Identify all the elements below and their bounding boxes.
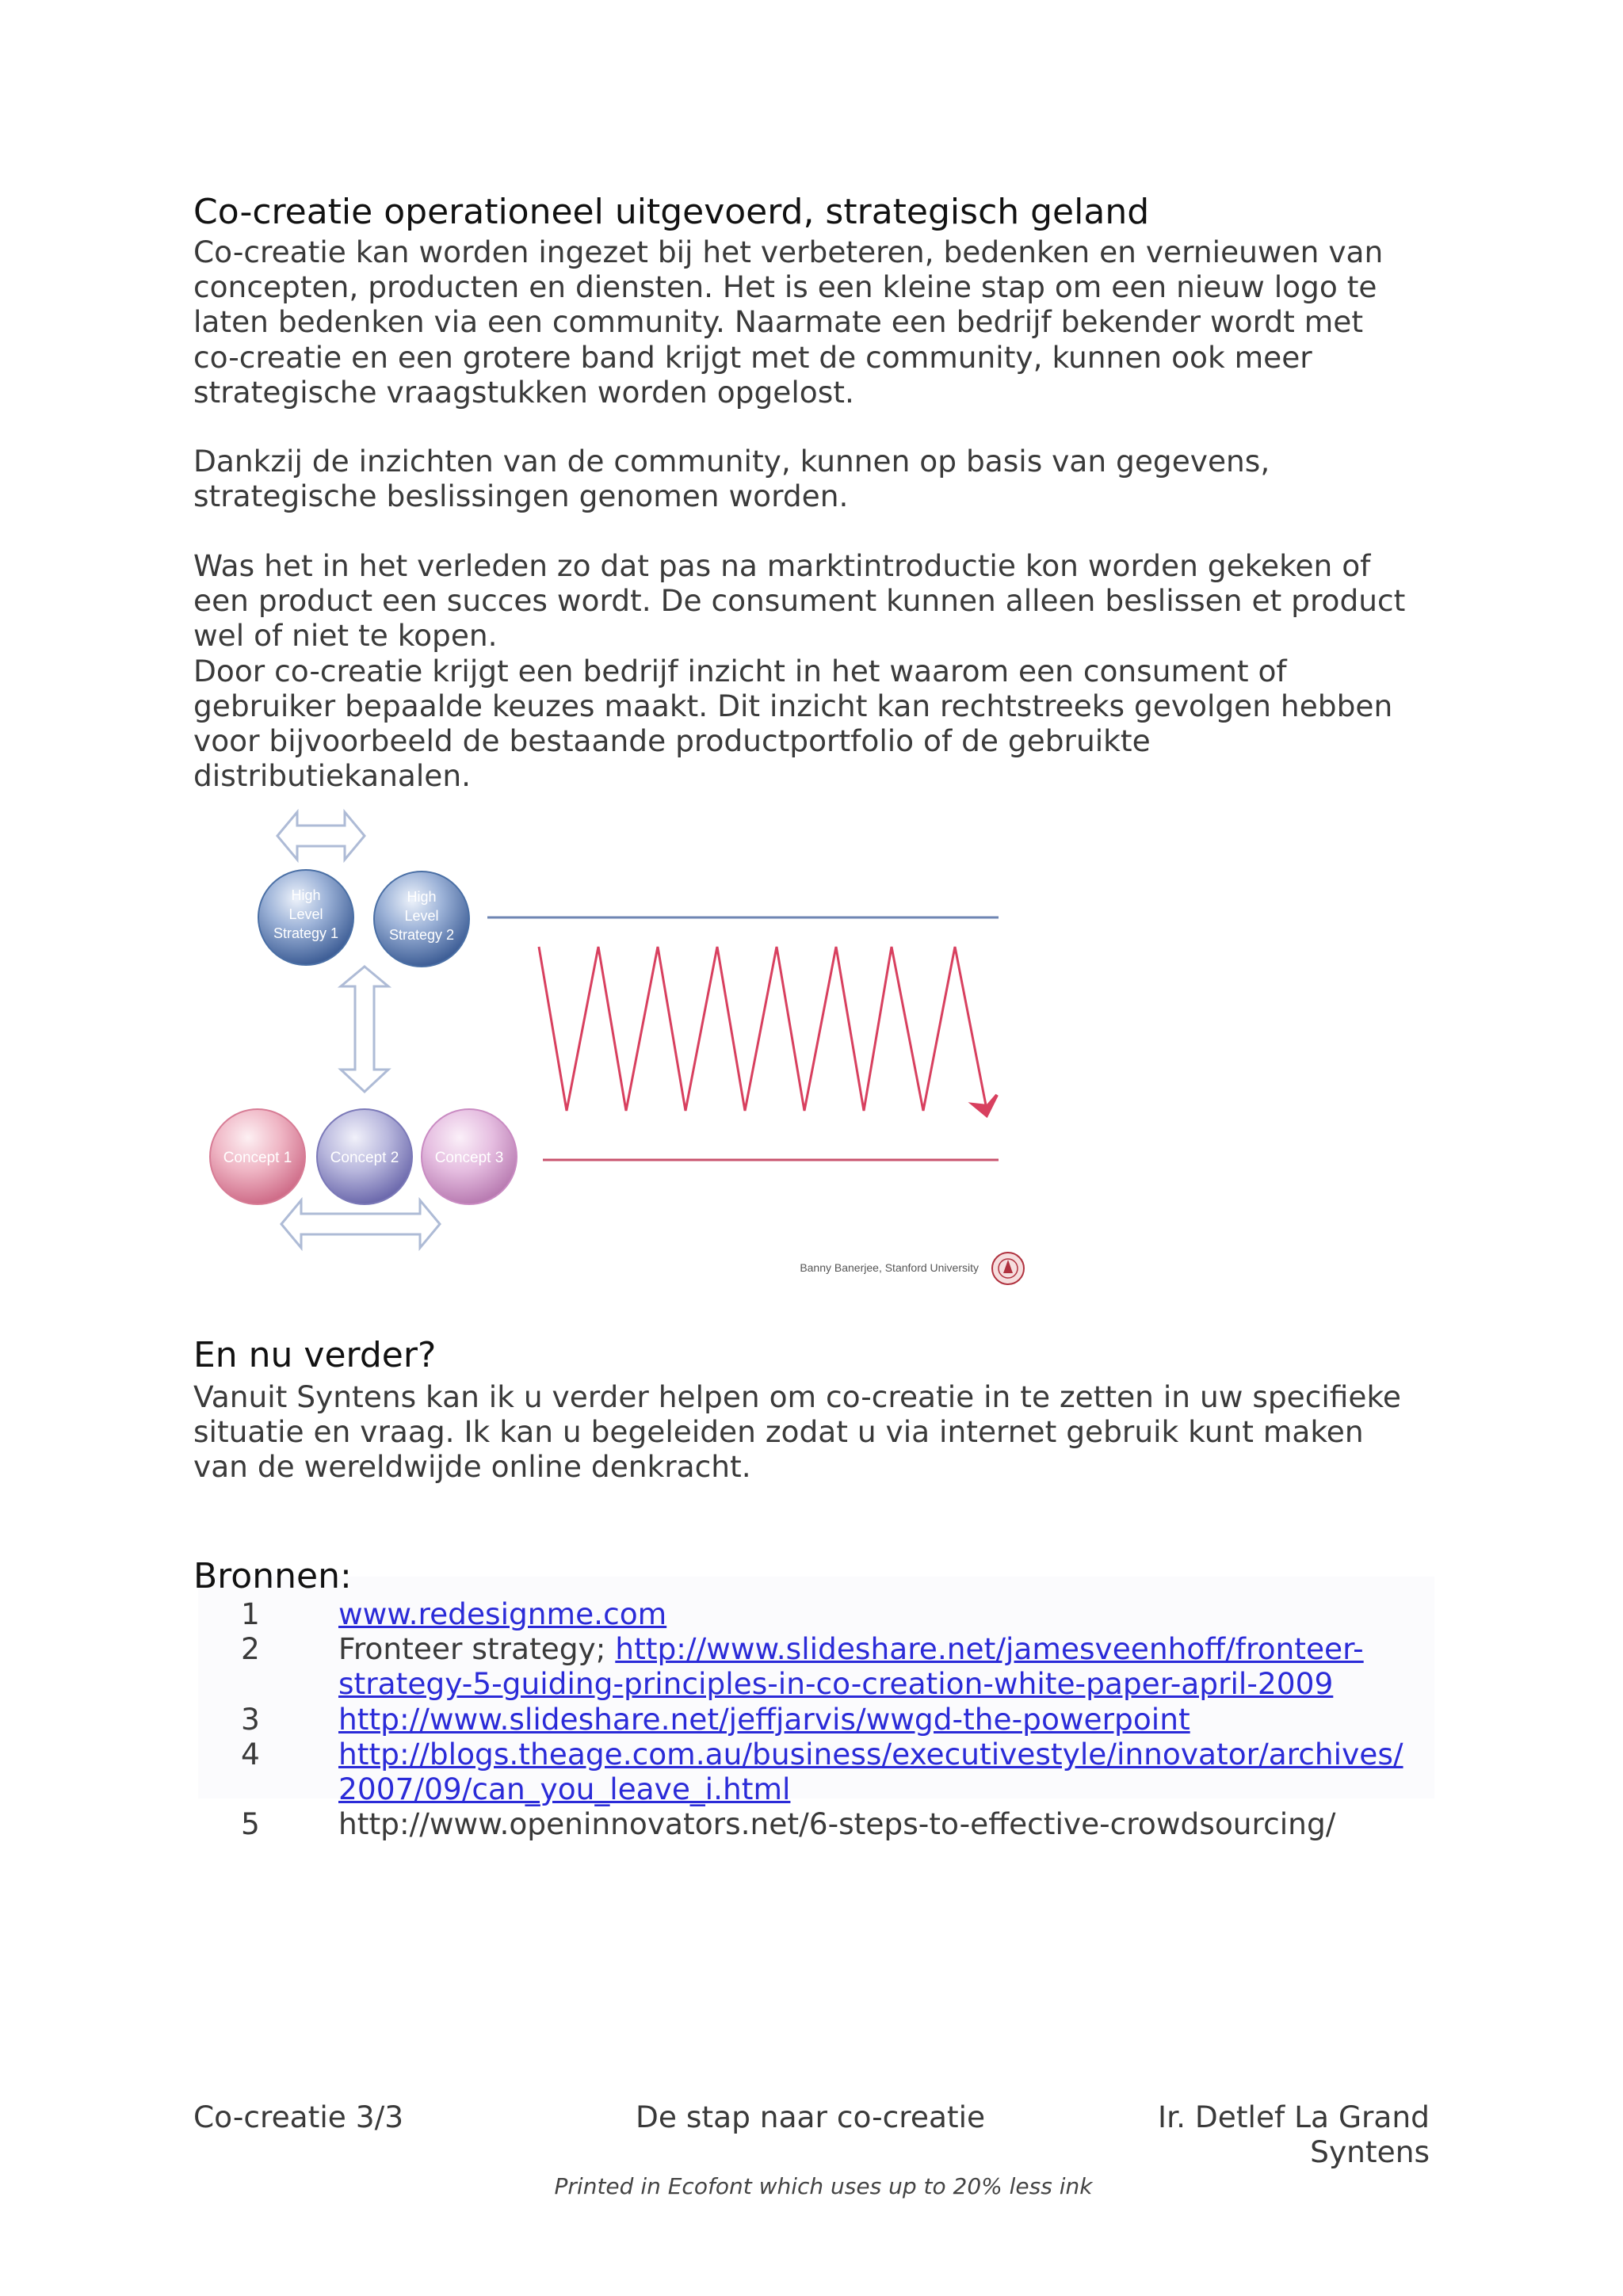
source-prefix: Fronteer strategy; — [338, 1631, 616, 1667]
text-line: co-creatie en een grotere band krijgt met de community, kunnen ook meer — [193, 339, 1312, 375]
strategy-1-sphere — [258, 870, 353, 965]
source-link-redesignme[interactable]: www.redesignme.com — [338, 1596, 667, 1631]
strategy-2-label: Strategy 2 — [388, 927, 455, 943]
text-line: concepten, producten en diensten. Het is een kleine stap om een nieuw logo te — [193, 269, 1377, 305]
source-item-1 — [193, 1596, 1461, 1631]
double-arrow-horizontal-bottom-icon — [281, 1200, 440, 1248]
strategy-1-label: Strategy 1 — [273, 925, 339, 941]
strategy-1-label: High — [291, 887, 321, 903]
paragraph-market — [193, 548, 1445, 793]
text-line: distributiekanalen. — [193, 758, 472, 794]
text-line: strategische beslissingen genomen worden. — [193, 479, 849, 514]
paragraph-insights — [193, 444, 1445, 513]
text-line: situatie en vraag. Ik kan u begeleiden zodat u via internet gebruik kunt maken — [193, 1414, 1364, 1450]
source-number: 3 — [241, 1701, 260, 1737]
sources-heading: Bronnen: — [193, 1556, 352, 1596]
source-link-fronteer-continued[interactable]: strategy-5-guiding-principles-in-co-creation-white-paper-april-2009 — [338, 1666, 1334, 1702]
source-text-openinnovators: http://www.openinnovators.net/6-steps-to-effective-crowdsourcing/ — [338, 1806, 1336, 1842]
sources-list — [193, 1596, 1461, 1841]
footer-print-note: Printed in Ecofont which uses up to 20% less ink — [554, 2173, 1093, 2199]
strategy-2-label: Level — [404, 908, 439, 924]
paragraph-intro — [193, 235, 1445, 410]
text-line: Door co-creatie krijgt een bedrijf inzicht in het waarom een consument of — [193, 653, 1287, 688]
source-link-jeffjarvis[interactable]: http://www.slideshare.net/jeffjarvis/wwgd-the-powerpoint — [338, 1701, 1190, 1737]
section-heading-cocreatie: Co-creatie operationeel uitgevoerd, strategisch geland — [193, 192, 1150, 232]
concept-2-sphere — [317, 1109, 412, 1204]
concept-3-label: Concept 3 — [434, 1150, 504, 1166]
text-line: van de wereldwijde online denkracht. — [193, 1449, 751, 1485]
source-number: 4 — [241, 1736, 260, 1772]
concept-1-sphere — [210, 1109, 305, 1204]
strategy-1-label: Level — [288, 906, 323, 922]
source-item-5 — [193, 1806, 1461, 1841]
text-line: wel of niet te kopen. — [193, 618, 498, 654]
source-number: 2 — [241, 1631, 260, 1667]
concept-3-sphere — [422, 1109, 517, 1204]
footer-author-name: Ir. Detlef La Grand — [1158, 2100, 1430, 2134]
source-number: 1 — [241, 1596, 260, 1631]
double-arrow-vertical-icon — [341, 967, 388, 1092]
strategy-concept-diagram — [198, 800, 1038, 1315]
source-item-2 — [193, 1631, 1461, 1701]
stanford-seal-icon — [992, 1253, 1024, 1284]
footer-author — [1158, 2100, 1430, 2169]
text-line: strategische vraagstukken worden opgelost. — [193, 374, 854, 410]
concept-2-label: Concept 2 — [330, 1150, 399, 1166]
source-item-3 — [193, 1702, 1461, 1737]
source-link-theage-continued[interactable]: 2007/09/can_you_leave_i.html — [338, 1772, 791, 1807]
text-line: gebruiker bepaalde keuzes maakt. Dit inzicht kan rechtstreeks gevolgen hebben — [193, 688, 1393, 723]
double-arrow-horizontal-top-icon — [277, 812, 365, 860]
text-line: Dankzij de inzichten van de community, kunnen op basis van gegevens, — [193, 444, 1270, 479]
source-link-fronteer[interactable]: http://www.slideshare.net/jamesveenhoff/fronteer- — [615, 1631, 1364, 1667]
text-line: Was het in het verleden zo dat pas na marktintroductie kon worden gekeken of — [193, 548, 1371, 583]
strategy-2-label: High — [407, 889, 437, 905]
text-line: voor bijvoorbeeld de bestaande productportfolio of de gebruikte — [193, 723, 1151, 759]
text-line: laten bedenken via een community. Naarmate een bedrijf bekender wordt met — [193, 304, 1364, 340]
paragraph-syntens — [193, 1379, 1445, 1485]
concept-1-label: Concept 1 — [223, 1150, 292, 1166]
footer-organization: Syntens — [1310, 2134, 1430, 2169]
text-line: een product een succes wordt. De consument kunnen alleen beslissen et product — [193, 583, 1406, 619]
text-line: Vanuit Syntens kan ik u verder helpen om co-creatie in te zetten in uw specifieke — [193, 1379, 1401, 1414]
iteration-zigzag-line — [539, 947, 987, 1111]
section-heading-verder: En nu verder? — [193, 1335, 437, 1375]
figure-credit: Banny Banerjee, Stanford University — [800, 1261, 979, 1274]
source-link-theage[interactable]: http://blogs.theage.com.au/business/executivestyle/innovator/archives/ — [338, 1736, 1403, 1772]
source-item-4 — [193, 1737, 1461, 1806]
footer-page-label: Co-creatie 3/3 — [193, 2100, 404, 2134]
text-line: Co-creatie kan worden ingezet bij het verbeteren, bedenken en vernieuwen van — [193, 235, 1384, 269]
footer-title: De stap naar co-creatie — [636, 2100, 986, 2134]
strategy-2-sphere — [374, 871, 469, 967]
source-number: 5 — [241, 1806, 260, 1842]
